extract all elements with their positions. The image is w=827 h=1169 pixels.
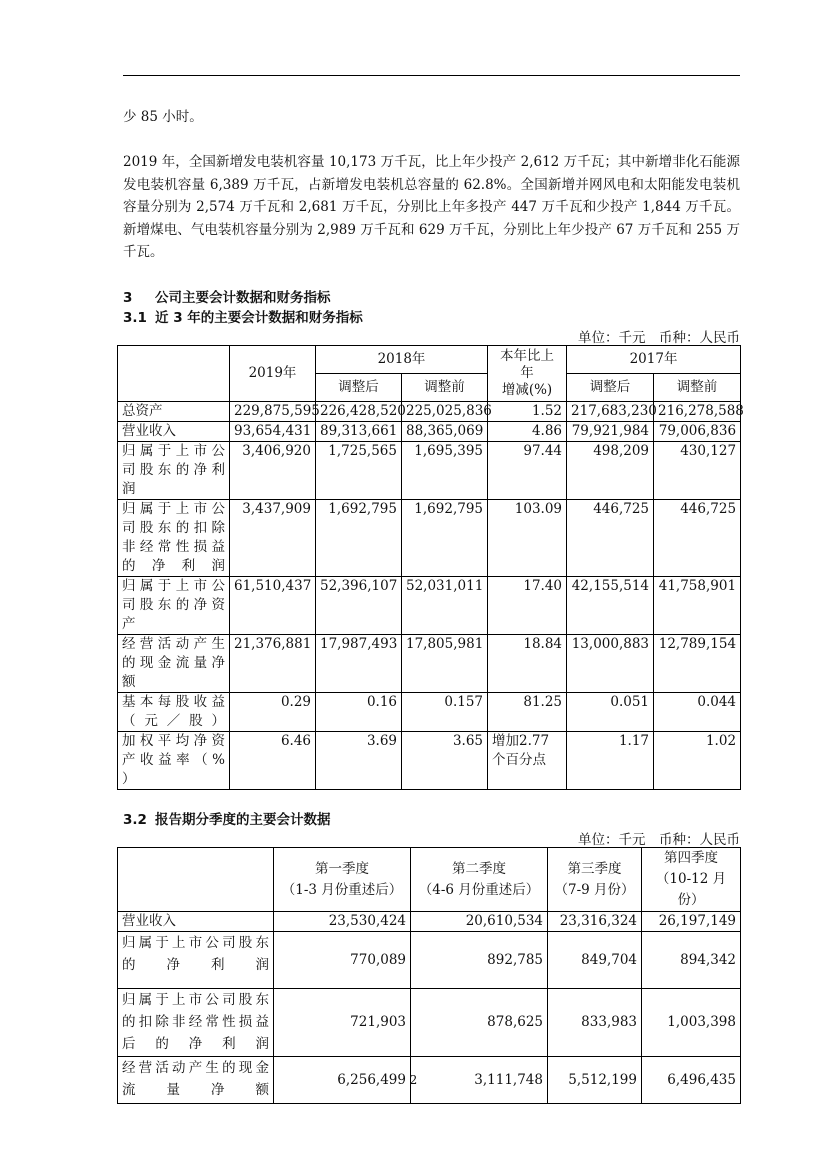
cell-b2017: 1.02 bbox=[654, 732, 741, 790]
row-label bbox=[118, 732, 230, 790]
row-label bbox=[118, 989, 274, 1057]
quarter-header-line: 第四季度 bbox=[664, 850, 718, 866]
row-label-line: 营业收入 bbox=[122, 423, 176, 439]
quarterly-table bbox=[117, 847, 741, 1104]
cell-a2017: 446,725 bbox=[567, 500, 654, 577]
cell-a2017: 498,209 bbox=[567, 442, 654, 500]
quarter-header bbox=[548, 848, 642, 912]
cell-q3: 849,704 bbox=[548, 932, 642, 989]
cell-change bbox=[488, 693, 567, 732]
cell-change bbox=[488, 577, 567, 635]
row-label-line: 的现金流量净 bbox=[122, 655, 225, 671]
cell-q1: 770,089 bbox=[274, 932, 411, 989]
cell-v2019: 6.46 bbox=[230, 732, 316, 790]
row-label-line: 归属于上市公司股东 bbox=[122, 935, 269, 951]
quarter-header-line: （4-6 月份重述后） bbox=[418, 881, 540, 898]
row-label-line: 非经常性损益 bbox=[122, 539, 225, 555]
cell-change bbox=[488, 500, 567, 577]
cell-a2017: 1.17 bbox=[567, 732, 654, 790]
cell-v2019: 21,376,881 bbox=[230, 635, 316, 693]
table-row bbox=[118, 442, 741, 500]
quarter-header-line: 第一季度 bbox=[315, 860, 369, 877]
row-label-line: （元／股） bbox=[122, 713, 225, 729]
section-title: 公司主要会计数据和财务指标 bbox=[155, 290, 331, 306]
row-label bbox=[118, 442, 230, 500]
cell-a2018: 52,396,107 bbox=[316, 577, 402, 635]
body-paragraph: 2019 年，全国新增发电装机容量 10,173 万千瓦，比上年少投产 2,612 万千瓦；其中新增非化石能源发电装机容量 6,389 万千瓦，占新增发电装机总容量的 62.8%。全国新增并网风电和太阳能发电装机容量分别为 2,574 万千瓦和 2,681 万千瓦，分别比上年多投产 447 万千瓦和少投产 1,844 万千瓦。新增煤电、气电装机容量分别为 2,989 万千瓦和 629 万千瓦，分别比上年少投产 67 万千瓦和 255 万千瓦。 bbox=[123, 154, 740, 260]
cell-b2018: 225,025,836 bbox=[402, 402, 488, 422]
cell-a2017: 217,683,230 bbox=[567, 402, 654, 422]
financial-table bbox=[117, 345, 744, 790]
row-label-line: 加权平均净资 bbox=[122, 733, 225, 749]
header-corner bbox=[118, 848, 274, 912]
row-label-line: 司股东的净利 bbox=[122, 462, 225, 478]
row-label bbox=[118, 693, 230, 732]
row-label bbox=[118, 500, 230, 577]
header-2017-adjusted-before: 调整前 bbox=[654, 374, 741, 402]
cell-a2017: 79,921,984 bbox=[567, 422, 654, 442]
cell-q1: 721,903 bbox=[274, 989, 411, 1057]
cell-q4: 894,342 bbox=[642, 932, 741, 989]
section-number: 3.1 bbox=[123, 310, 147, 326]
cell-a2018: 89,313,661 bbox=[316, 422, 402, 442]
cell-q4: 6,496,435 bbox=[642, 1057, 741, 1104]
section-number: 3 bbox=[123, 290, 133, 306]
cell-b2017: 0.044 bbox=[654, 693, 741, 732]
cell-q3: 5,512,199 bbox=[548, 1057, 642, 1104]
row-label bbox=[118, 577, 230, 635]
row-label-line: 基本每股收益 bbox=[122, 694, 225, 710]
table-row bbox=[118, 635, 741, 693]
table-row bbox=[118, 577, 741, 635]
section-number: 3.2 bbox=[123, 812, 147, 828]
cell-b2017: 446,725 bbox=[654, 500, 741, 577]
row-label-line: 总资产 bbox=[122, 403, 163, 419]
quarter-header-line: 第三季度 bbox=[567, 860, 622, 877]
cell-a2017: 13,000,883 bbox=[567, 635, 654, 693]
cell-q1: 23,530,424 bbox=[274, 912, 411, 932]
quarter-header bbox=[274, 848, 411, 912]
cell-v2019: 3,406,920 bbox=[230, 442, 316, 500]
cell-b2018: 0.157 bbox=[402, 693, 488, 732]
cell-change bbox=[488, 732, 567, 790]
header-2018-adjusted-before: 调整前 bbox=[402, 374, 488, 402]
cell-b2017: 79,006,836 bbox=[654, 422, 741, 442]
cell-b2018: 17,805,981 bbox=[402, 635, 488, 693]
cell-change-line: 1.52 bbox=[531, 403, 563, 419]
cell-a2018: 226,428,520 bbox=[316, 402, 402, 422]
quarter-header-line: （7-9 月份） bbox=[554, 881, 635, 898]
cell-a2017: 0.051 bbox=[567, 693, 654, 732]
row-label bbox=[118, 422, 230, 442]
cell-v2019: 61,510,437 bbox=[230, 577, 316, 635]
cell-b2018: 52,031,011 bbox=[402, 577, 488, 635]
row-label-line: 流量净额 bbox=[122, 1082, 269, 1098]
table-row bbox=[118, 422, 741, 442]
section-title: 报告期分季度的主要会计数据 bbox=[155, 812, 331, 828]
cell-a2018: 1,692,795 bbox=[316, 500, 402, 577]
cell-b2017: 216,278,588 bbox=[654, 402, 741, 422]
row-label bbox=[118, 635, 230, 693]
cell-v2019: 93,654,431 bbox=[230, 422, 316, 442]
section-heading-3 bbox=[123, 286, 331, 306]
row-label-line: 归属于上市公 bbox=[122, 443, 225, 459]
unit-label: 单位：千元 币种：人民币 bbox=[578, 330, 740, 346]
cell-q3: 23,316,324 bbox=[548, 912, 642, 932]
cell-change-line: 18.84 bbox=[523, 636, 563, 652]
cell-v2019: 229,875,595 bbox=[230, 402, 316, 422]
quarter-header bbox=[411, 848, 548, 912]
cell-a2018: 1,725,565 bbox=[316, 442, 402, 500]
cell-change-line: 17.40 bbox=[523, 578, 563, 594]
row-label-line: 司股东的净资 bbox=[122, 597, 225, 613]
row-label bbox=[118, 912, 274, 932]
cell-a2018: 3.69 bbox=[316, 732, 402, 790]
cell-change bbox=[488, 402, 567, 422]
cell-change-line: 增加2.77 bbox=[492, 733, 550, 749]
header-2017: 2017年 bbox=[567, 346, 741, 374]
quarter-header-line: （10-12 月份） bbox=[655, 871, 727, 908]
cell-change-line: 103.09 bbox=[514, 501, 563, 517]
unit-label: 单位：千元 币种：人民币 bbox=[578, 832, 740, 848]
row-label-line: 润 bbox=[122, 481, 136, 497]
row-label bbox=[118, 932, 274, 989]
cell-b2018: 1,695,395 bbox=[402, 442, 488, 500]
cell-change bbox=[488, 422, 567, 442]
row-label-line: 归属于上市公司股东 bbox=[122, 992, 269, 1008]
header-2017-adjusted-after: 调整后 bbox=[567, 374, 654, 402]
row-label-line: 后的净利润 bbox=[122, 1036, 269, 1052]
header-change-line: 年 bbox=[520, 365, 534, 381]
quarter-header-line: 第二季度 bbox=[452, 860, 506, 877]
table-row bbox=[118, 693, 741, 732]
cell-change bbox=[488, 442, 567, 500]
section-heading-3-1 bbox=[123, 306, 363, 326]
section-title: 近 3 年的主要会计数据和财务指标 bbox=[155, 310, 363, 326]
header-change-line: 本年比上 bbox=[500, 348, 555, 364]
row-label-line: 营业收入 bbox=[122, 913, 176, 929]
cell-b2017: 430,127 bbox=[654, 442, 741, 500]
cell-q4: 26,197,149 bbox=[642, 912, 741, 932]
page-number: 2 bbox=[409, 1073, 418, 1087]
cell-q1: 6,256,499 bbox=[274, 1057, 411, 1104]
cell-q2: 3,111,748 bbox=[411, 1057, 548, 1104]
cell-b2018: 1,692,795 bbox=[402, 500, 488, 577]
cell-b2017: 41,758,901 bbox=[654, 577, 741, 635]
cell-b2018: 3.65 bbox=[402, 732, 488, 790]
cell-q2: 892,785 bbox=[411, 932, 548, 989]
table-row bbox=[118, 912, 741, 932]
table-row bbox=[118, 932, 741, 989]
row-label-line: 的净利润 bbox=[122, 558, 225, 574]
section-heading-3-2 bbox=[123, 808, 331, 828]
cell-b2018: 88,365,069 bbox=[402, 422, 488, 442]
row-label bbox=[118, 402, 230, 422]
cell-change-line: 个百分点 bbox=[492, 752, 547, 768]
header-change-line: 增减(%) bbox=[501, 382, 553, 398]
table-row bbox=[118, 989, 741, 1057]
header-change bbox=[488, 346, 567, 402]
header-corner bbox=[118, 346, 230, 402]
header-2018: 2018年 bbox=[316, 346, 488, 374]
cell-v2019: 0.29 bbox=[230, 693, 316, 732]
header-rule bbox=[123, 75, 740, 76]
cell-v2019: 3,437,909 bbox=[230, 500, 316, 577]
row-label-line: 经营活动产生的现金 bbox=[122, 1060, 269, 1076]
row-label-line: 产 bbox=[122, 616, 136, 632]
cell-change bbox=[488, 635, 567, 693]
cell-change-line: 4.86 bbox=[531, 423, 563, 439]
cell-b2017: 12,789,154 bbox=[654, 635, 741, 693]
table-row bbox=[118, 500, 741, 577]
header-2018-adjusted-after: 调整后 bbox=[316, 374, 402, 402]
cell-change-line: 97.44 bbox=[523, 443, 563, 459]
quarter-header-line: （1-3 月份重述后） bbox=[281, 881, 403, 898]
table-row bbox=[118, 402, 741, 422]
cell-q3: 833,983 bbox=[548, 989, 642, 1057]
row-label-line: 经营活动产生 bbox=[122, 636, 225, 652]
row-label-line: 的扣除非经常性损益 bbox=[122, 1014, 269, 1030]
row-label-line: 产收益率（% bbox=[122, 752, 225, 768]
cell-q2: 20,610,534 bbox=[411, 912, 548, 932]
cell-q4: 1,003,398 bbox=[642, 989, 741, 1057]
header-2019: 2019年 bbox=[230, 346, 316, 402]
row-label-line: 归属于上市公 bbox=[122, 578, 225, 594]
row-label-line: 额 bbox=[122, 674, 136, 690]
row-label-line: 的净利润 bbox=[122, 957, 269, 973]
row-label-line: ） bbox=[122, 771, 136, 787]
row-label-line: 司股东的扣除 bbox=[122, 520, 225, 536]
cell-a2018: 0.16 bbox=[316, 693, 402, 732]
cell-a2018: 17,987,493 bbox=[316, 635, 402, 693]
cell-change-line: 81.25 bbox=[523, 694, 563, 710]
continuation-text: 少 85 小时。 bbox=[123, 109, 203, 125]
table-row bbox=[118, 732, 741, 790]
quarter-header bbox=[642, 848, 741, 912]
cell-a2017: 42,155,514 bbox=[567, 577, 654, 635]
row-label-line: 归属于上市公 bbox=[122, 501, 225, 517]
cell-q2: 878,625 bbox=[411, 989, 548, 1057]
